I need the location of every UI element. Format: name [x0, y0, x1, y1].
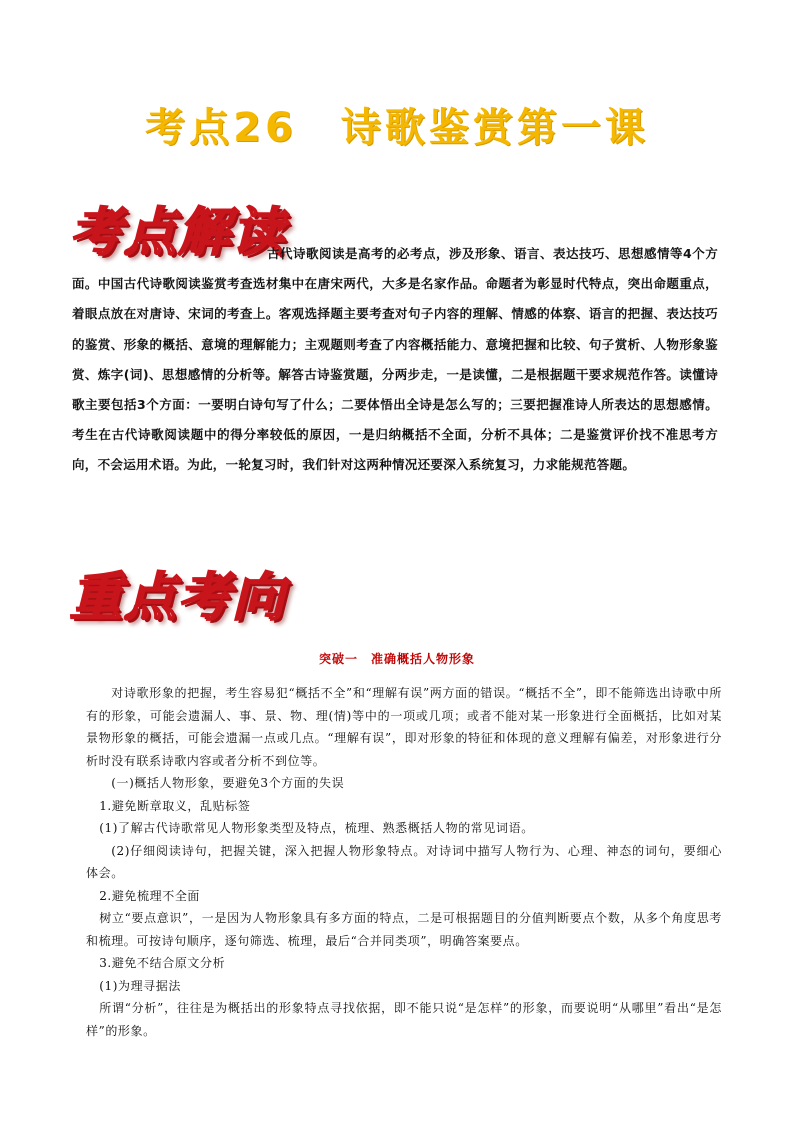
body-paragraph: 所谓“分析”，往往是为概括出的形象特点寻找依据，即不能只说“是怎样”的形象，而要说明“从哪里”看出“是怎样”的形象。 — [86, 1001, 722, 1038]
body-paragraph: 对诗歌形象的把握，考生容易犯“概括不全”和“理解有误”两方面的错误。“概括不全”，即不能筛选出诗歌中所有的形象，可能会遗漏人、事、景、物、理(情)等中的一项或几项；或者不能对某一形象进行全面概括，比如对某景物形象的概括，可能会遗漏一点或几点。“理解有误”，即对形象的特征和体现的意义理解有偏差，对形象进行分析时没有联系诗歌内容或者分析不到位等。 — [86, 686, 722, 768]
section-badge-zhongdian-kaoxiang: 重点考向 — [70, 567, 287, 628]
body-paragraph: (1)了解古代诗歌常见人物形象类型及特点，梳理、熟悉概括人物的常见词语。 — [99, 821, 534, 835]
body-paragraph: 3.避免不结合原文分析 — [99, 956, 226, 970]
body-paragraph: (1)为理寻据法 — [99, 978, 181, 993]
page-title: 考点26 诗歌鉴赏第一课 — [145, 105, 649, 151]
intro-paragraph: 古代诗歌阅读是高考的必考点，涉及形象、语言、表达技巧、思想感情等4个方面。中国古代诗歌阅读鉴赏考查选材集中在唐宋两代，大多是名家作品。命题者为彰显时代特点，突出命题重点，着眼点放在对唐诗、宋词的考查上。客观选择题主要考查对句子内容的理解、情感的体察、语言的把握、表达技巧的鉴赏、形象的概括、意境的理解能力；主观题则考查了内容概括能力、意境把握和比较、句子赏析、人物形象鉴赏、炼字(词)、思想感情的分析等。解答古诗鉴赏题，分两步走，一是读懂，二是根据题干要求规范作答。读懂诗歌主要包括3个方面：一要明白诗句写了什么；二要体悟出全诗是怎么写的；三要把握准诗人所表达的思想感情。考生在古代诗歌阅读题中的得分率较低的原因，一是归纳概括不全面，分析不具体；二是鉴赏评价找不准思考方向，不会运用术语。为此，一轮复习时，我们针对这两种情况还要深入系统复习，力求能规范答题。 — [72, 246, 718, 473]
body-paragraph: 树立“要点意识”，一是因为人物形象具有多方面的特点，二是可根据题目的分值判断要点个数，从多个角度思考和梳理。可按诗句顺序，逐句筛选、梳理，最后“合并同类项”，明确答案要点。 — [86, 911, 722, 948]
section-badge-kaodian-jiedu: 考点解读 — [70, 202, 287, 263]
body-text — [86, 682, 722, 1042]
breakthrough-heading: 突破一 准确概括人物形象 — [318, 652, 475, 666]
body-paragraph: 2.避免梳理不全面 — [99, 888, 201, 903]
body-paragraph: (一)概括人物形象，要避免3个方面的失误 — [111, 776, 345, 790]
body-paragraph: 1.避免断章取义，乱贴标签 — [99, 798, 251, 813]
body-paragraph: (2)仔细阅读诗句，把握关键，深入把握人物形象特点。对诗词中描写人物行为、心理、神态的词句，要细心体会。 — [86, 843, 722, 880]
